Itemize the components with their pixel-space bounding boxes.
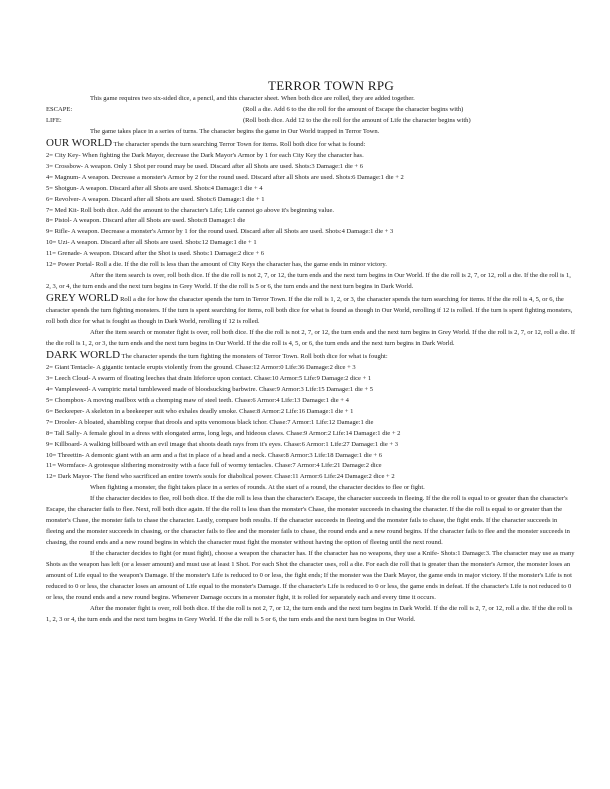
item-5: 5= Shotgun- A weapon. Discard after all Shots are used. Shots:4 Damage:1 die + 4 xyxy=(46,184,263,192)
stat-life xyxy=(46,116,576,127)
dark-world-intro xyxy=(46,350,576,363)
monster-10: 10= Threettin- A demonic giant with an arm and a fist in place of a head and a neck. Chase:8 Armor:3 Life:18 Damage:1 die + 6 xyxy=(46,451,382,459)
monster-9: 9= Killboard- A walking billboard with an evil image that shoots death rays from it's eyes. Chase:6 Armor:1 Life:27 Damage:1 die + 3 xyxy=(46,440,399,448)
intro-text: This game requires two six-sided dice, a pencil, and this character sheet. When both dice are rolled, they are added together. xyxy=(90,95,415,102)
dark-world-after: After the monster fight is over, roll both dice. If the die roll is not 2, 7, or 12, the turn ends and the next turn begins in Dark World. If the die roll is 2, 7, or 12, roll a die. If the die roll is 1, 2, 3 or 4, the turn ends and the next turn begins in Grey World. If the die roll is 5 or 6, the turn ends and the next turn begins in Our World. xyxy=(46,604,573,623)
item-10: 10= Uzi- A weapon. Discard after all Shots are used. Shots:12 Damage:1 die + 1 xyxy=(46,239,257,247)
our-world-intro xyxy=(46,138,576,151)
our-world-after: After the item search is over, roll both dice. If the die roll is not 2, 7, or 12, the turn ends and the next turn begins in Our World. If the die roll is 2, 7, or 12, roll a die. If the die roll is 1, 2, 3, or 4, the turn ends and the next turn begins in Grey World. If the die roll is 5 or 6, the turn ends and the next turn begins in Dark World. xyxy=(46,272,571,291)
item-7: 7= Med Kit- Roll both dice. Add the amount to the character's Life; Life cannot go above it's beginning value. xyxy=(46,206,335,214)
monster-5: 5= Chompbox- A moving mailbox with a chomping maw of steel teeth. Chase:6 Armor:4 Life:13 Damage:1 die + 4 xyxy=(46,396,349,404)
grey-world-heading: GREY WORLD xyxy=(46,292,119,305)
fight-rules-text: If the character decides to fight (or must fight), choose a weapon the character has. If the character has no weapons, they use a Knife- Shots:1 Damage:3. The character may use as many Shots as the weapon has left (or a lesser amount) and must use at least 1 Shot. For each Shot the character uses, roll a die. For each die roll that is greater than the monster's Armor, the monster loses an amount of Life equal to the weapon's Damage. If the monster's Life is reduced to 0 or less, the fight ends; If the monster was the Dark Mayor, the game ends in major victory. If the monster's Life is not reduced to 0 or less, the character loses an amount of Life equal to the monster's Damage. If the character's Life is reduced to 0 or less, the game ends in defeat. If the character's Life is not reduced to 0 or less, the round ends and a new round begins. Whenever Damage occurs in a monster fight, it is rolled for separately each and every time it occurs. xyxy=(46,550,575,601)
item-8: 8= Pistol- A weapon. Discard after all Shots are used. Shots:8 Damage:1 die xyxy=(46,217,246,225)
setup-text: The game takes place in a series of turns. The character begins the game in Our World trapped in Terror Town. xyxy=(90,127,380,135)
stat-label: ESCAPE: xyxy=(46,105,73,113)
our-world-intro-text: The character spends the turn searching Terror Town for items. Roll both dice for what is found: xyxy=(113,140,366,148)
item-11: 11= Grenade- A weapon. Discard after the Shot is used. Shots:1 Damage:2 dice + 6 xyxy=(46,250,265,258)
flee-rules-text: If the character decides to flee, roll both dice. If the die roll is less than the character's Escape, the character succeeds in fleeing. If the die roll is equal to or greater than the character's Escape, the character fails to flee. Next, roll both dice again. If the die roll is less than the monster's Chase, the monster succeeds in chasing the character. If the die roll is equal to or greater than the monster's Chase, the monster fails to chase the character. Lastly, compare both results. If the character succeeds in fleeing and the monster fails to chase, the fight ends. If the character succeeds in fleeing and the monster succeeds in chasing, or the character fails to flee and the monster fails to chase, the round ends and a new round begins. If the character fails to flee and the monster succeeds in chasing, the round ends and a new round begins in which the character must fight the monster without having the option of fleeing until the next round. xyxy=(46,495,570,547)
dark-world-intro-text: The character spends the turn fighting the monsters of Terror Town. Roll both dice for what is fought: xyxy=(121,352,388,360)
our-world-heading: OUR WORLD xyxy=(46,136,113,149)
page-title: TERROR TOWN RPG xyxy=(267,78,395,93)
monster-12: 12= Dark Mayor- The fiend who sacrificed an entire town's souls for diabolical power. Chase:11 Armor:6 Life:24 Damage:2 dice + 2 xyxy=(46,473,395,481)
monster-8: 8= Tall Sally- A female ghoul in a dress with elongated arms, long legs, and hideous claws. Chase:9 Armor:2 Life:14 Damage:1 die + 2 xyxy=(46,429,401,437)
item-3: 3= Crossbow- A weapon. Only 1 Shot per round may be used. Discard after all Shots are used. Shots:3 Damage:1 die + 6 xyxy=(46,162,364,170)
grey-world-after: After the item search or monster fight is over, roll both dice. If the die roll is not 2, 7, or 12, the turn ends and the next turn begins in Grey World. If the die roll is 2, 7, or 12, roll a die. If the die roll is 1, 2, or 3, the turn ends and the next turn begins in Our World. If the die roll is 4, 5, or 6, the turn ends and the next turn begins in Dark World. xyxy=(46,329,576,347)
fight-rounds-text: When fighting a monster, the fight takes place in a series of rounds. At the start of a round, the character decides to flee or fight. xyxy=(90,484,425,492)
grey-world-intro xyxy=(46,293,576,328)
dark-world-heading: DARK WORLD xyxy=(46,348,121,361)
monster-7: 7= Drooler- A bloated, shambling corpse that drools and spits venomous black ichor. Chase:7 Armor:1 Life:12 Damage:1 die xyxy=(46,418,374,426)
monster-3: 3= Leech Cloud- A swarm of floating leeches that drain lifeforce upon contact. Chase:10 Armor:5 Life:9 Damage:2 dice + 1 xyxy=(46,374,372,382)
item-6: 6= Revolver- A weapon. Discard after all Shots are used. Shots:6 Damage:1 die + 1 xyxy=(46,195,265,203)
monster-2: 2= Giant Tentacle- A gigantic tentacle erupts violently from the ground. Chase:12 Armor:0 Life:36 Damage:2 dice + 3 xyxy=(46,363,356,371)
stat-label: LIFE: xyxy=(46,116,62,124)
item-9: 9= Rifle- A weapon. Decrease a monster's Armor by 1 for the round used. Discard after all Shots are used. Shots:4 Damage:1 die + 3 xyxy=(46,228,394,236)
monster-11: 11= Wormface- A grotesque slithering monstrosity with a face full of wormy tentacles. Chase:7 Armor:4 Life:21 Damage:2 dice xyxy=(46,462,382,470)
stat-text: (Roll a die. Add 6 to the die roll for the amount of Escape the character begins with) xyxy=(243,105,464,113)
stat-text: (Roll both dice. Add 12 to the die roll for the amount of Life the character begins with) xyxy=(243,116,471,124)
item-4: 4= Magnum- A weapon. Decrease a monster's Armor by 2 for the round used. Discard after all Shots are used. Shots:6 Damage:1 die + 2 xyxy=(46,173,404,181)
item-12: 12= Power Portal- Roll a die. If the die roll is less than the amount of City Keys the character has, the game ends in minor victory. xyxy=(46,261,387,269)
monster-4: 4= Vampleweed- A vampiric metal tumbleweed made of bloodsucking barbwire. Chase:9 Armor:3 Life:15 Damage:1 die + 5 xyxy=(46,385,374,393)
item-2: 2= City Key- When fighting the Dark Mayor, decrease the Dark Mayor's Armor by 1 for each City Key the character has. xyxy=(46,151,364,159)
stat-escape xyxy=(46,105,576,116)
monster-6: 6= Beckeeper- A skeleton in a beekeeper suit who exhales deadly smoke. Chase:8 Armor:2 Life:16 Damage:1 die + 1 xyxy=(46,407,354,415)
grey-world-intro-text: Roll a die for how the character spends the turn in Terror Town. If the die roll is 1, 2, or 3, the character spends the turn searching for items. If the die roll is 4, 5, or 6, the character spends the turn fighting monsters. If the turn is spent searching for items, roll both dice for what is found as though in Our World, rerolling if 12 is rolled. If the turn is spent fighting monsters, roll both dice for what is fought as though in Dark World, rerolling if 12 is rolled. xyxy=(46,296,573,326)
